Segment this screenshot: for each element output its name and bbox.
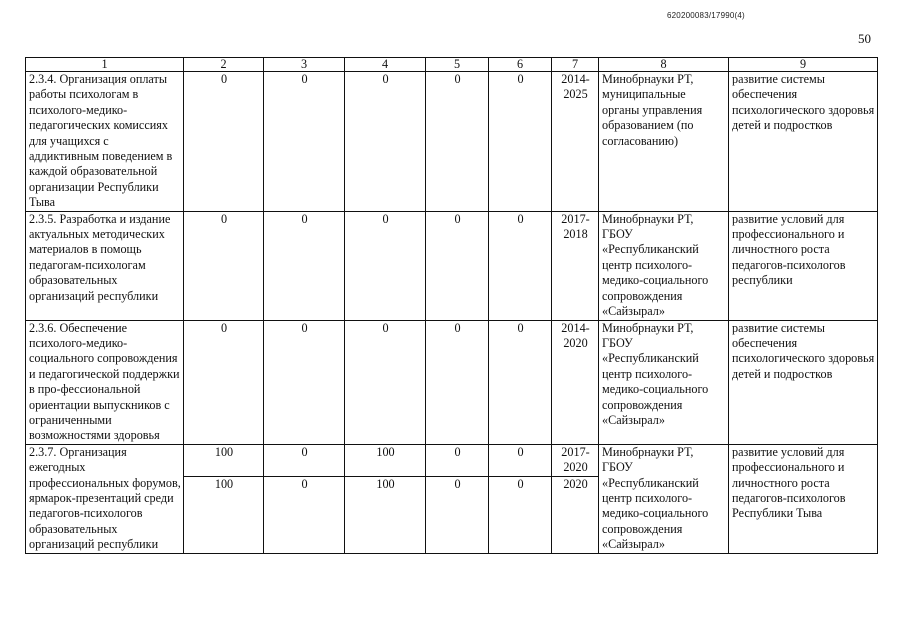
- page-number: 50: [858, 31, 871, 46]
- value-cell: 0: [426, 211, 489, 320]
- activity-cell: 2.3.5. Разработка и издание актуальных методических материалов в помощь педагогам-психологам образовательных организаций республики: [26, 211, 184, 320]
- document-code: 620200083/17990(4): [667, 11, 745, 20]
- value-cell: 0: [264, 477, 345, 553]
- column-number: 8: [599, 58, 729, 72]
- value-cell: 0: [345, 72, 426, 212]
- activity-cell: 2.3.7. Организация ежегодных профессиональных форумов, ярмарок-презентаций среди педагогов-психологов образовательных организаций республики: [26, 444, 184, 553]
- value-cell: 0: [426, 320, 489, 444]
- result-cell: развитие системы обеспечения психологического здоровья детей и подростков: [729, 72, 878, 212]
- value-cell: 0: [489, 320, 552, 444]
- result-cell: развитие условий для профессионального и личностного роста педагогов-психологов Республики Тыва: [729, 444, 878, 553]
- executor-cell: Минобрнауки РТ, ГБОУ «Республиканский центр психолого-медико-социального сопровождения «Сайзырал»: [599, 211, 729, 320]
- period-cell: 2014-2020: [552, 320, 599, 444]
- value-cell: 0: [426, 477, 489, 553]
- value-cell: 0: [489, 72, 552, 212]
- value-cell: 0: [264, 320, 345, 444]
- period-cell: 2014-2025: [552, 72, 599, 212]
- executor-cell: Минобрнауки РТ, ГБОУ «Республиканский центр психолого-медико-социального сопровождения «Сайзырал»: [599, 320, 729, 444]
- value-cell: 100: [184, 444, 264, 477]
- value-cell: 0: [345, 320, 426, 444]
- value-cell: 0: [184, 211, 264, 320]
- period-cell: 2017-2018: [552, 211, 599, 320]
- result-cell: развитие условий для профессионального и личностного роста педагогов-психологов республики: [729, 211, 878, 320]
- value-cell: 0: [426, 72, 489, 212]
- value-cell: 0: [264, 444, 345, 477]
- value-cell: 100: [184, 477, 264, 553]
- column-number: 3: [264, 58, 345, 72]
- value-cell: 100: [345, 444, 426, 477]
- table-row: [26, 211, 878, 320]
- column-number: 7: [552, 58, 599, 72]
- table-row: [26, 444, 878, 477]
- value-cell: 100: [345, 477, 426, 553]
- column-number: 6: [489, 58, 552, 72]
- executor-cell: Минобрнауки РТ, муниципальные органы управления образованием (по согласованию): [599, 72, 729, 212]
- period-cell: 2017-2020: [552, 444, 599, 477]
- activity-cell: 2.3.4. Организация оплаты работы психологам в психолого-медико-педагогических комиссиях для учащихся с аддиктивным поведением в каждой образовательной организации Республики Тыва: [26, 72, 184, 212]
- value-cell: 0: [264, 211, 345, 320]
- period-cell: 2020: [552, 477, 599, 553]
- column-number: 2: [184, 58, 264, 72]
- result-cell: развитие системы обеспечения психологического здоровья детей и подростков: [729, 320, 878, 444]
- value-cell: 0: [489, 477, 552, 553]
- table-row: [26, 320, 878, 444]
- activity-cell: 2.3.6. Обеспечение психолого-медико-социального сопровождения и педагогической поддержки в про-фессиональной ориентации выпускников с ограниченными возможностями здоровья: [26, 320, 184, 444]
- column-number: 5: [426, 58, 489, 72]
- table-row: [26, 72, 878, 212]
- value-cell: 0: [264, 72, 345, 212]
- activities-table: [25, 57, 878, 554]
- value-cell: 0: [426, 444, 489, 477]
- column-number: 4: [345, 58, 426, 72]
- value-cell: 0: [345, 211, 426, 320]
- value-cell: 0: [489, 444, 552, 477]
- executor-cell: Минобрнауки РТ, ГБОУ «Республиканский центр психолого-медико-социального сопровождения «Сайзырал»: [599, 444, 729, 553]
- value-cell: 0: [184, 72, 264, 212]
- column-number: 1: [26, 58, 184, 72]
- column-number-row: [26, 58, 878, 72]
- value-cell: 0: [489, 211, 552, 320]
- column-number: 9: [729, 58, 878, 72]
- value-cell: 0: [184, 320, 264, 444]
